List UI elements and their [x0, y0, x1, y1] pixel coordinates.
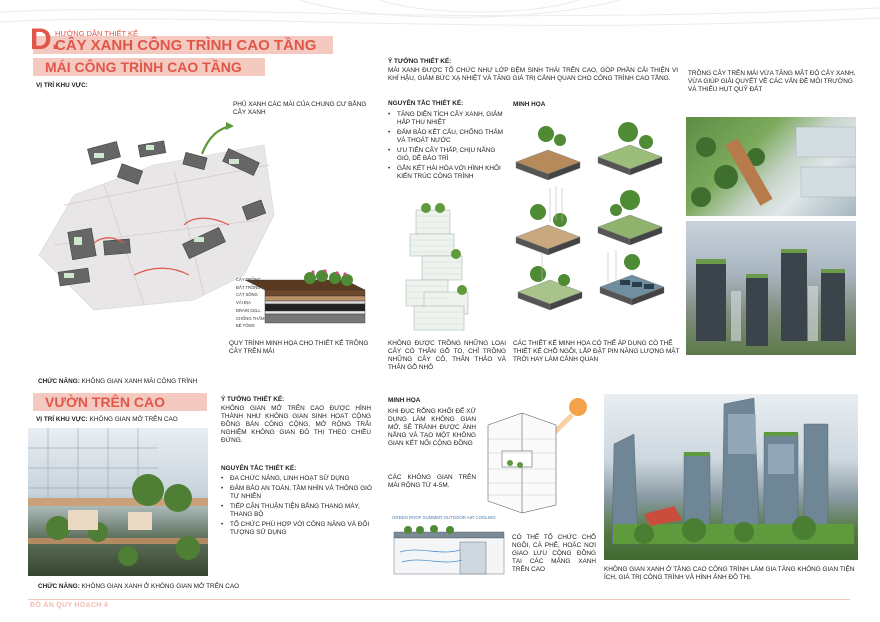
section1-title: MÁI CÔNG TRÌNH CAO TẦNG [45, 59, 242, 75]
function-label: CHỨC NĂNG: [38, 378, 80, 385]
principle-item: • ĐẢM BẢO KẾT CẤU, CHỐNG THẤM VÀ THOÁT NƯỚC [388, 129, 506, 145]
section-drawing-title: GREEN ROOF SUMMER OUTDOOR AIR COOLING [392, 515, 496, 520]
map-note: PHỦ XANH CÁC MÁI CỦA CHUNG CƯ BẰNG CÂY XANH [233, 101, 367, 116]
header-subtitle: HƯỚNG DẪN THIẾT KẾ [55, 29, 138, 38]
idea-text: MÁI XANH ĐƯỢC TỔ CHỨC NHƯ LỚP ĐỆM SINH THÁI TRÊN CAO, GÓP PHẦN CẢI THIỆN VI KHÍ HẬU, GIẢM BỨC XẠ NHIỆT VÀ TĂNG GIÁ TRỊ CẢNH QUAN CHO CÔNG TRÌNH CAO TẦNG. [388, 67, 678, 82]
header-letter: D. [30, 23, 60, 56]
layer-label: BÊ TÔNG [236, 323, 255, 329]
layer-label: VẢI ĐỊA [236, 300, 251, 306]
roof-layer-labels [236, 276, 265, 330]
principles-list [388, 111, 506, 183]
section2-function [38, 583, 239, 591]
section2-principles-label: NGUYÊN TẮC THIẾT KẾ: [221, 465, 297, 472]
principle-item: • TĂNG DIỆN TÍCH CÂY XANH, GIẢM HẤP THU NHIỆT [388, 111, 506, 127]
sky-garden-render [604, 394, 858, 560]
illus-caption: CÁC THIẾT KẾ MINH HỌA CÓ THỂ ÁP DỤNG CÓ THỂ THIẾT KẾ CHỖ NGỒI, LẮP ĐẶT PIN NĂNG LƯỢNG MẶT TRỜI HAY LÀM CẢNH QUAN [513, 340, 680, 363]
layer-label: DRAIN CELL [236, 307, 261, 313]
principle-item: • GẮN KẾT HÀI HÒA VỚI HÌNH KHỐI KIẾN TRÚC CÔNG TRÌNH [388, 165, 506, 181]
section1-location-label: VỊ TRÍ KHU VỰC: [36, 82, 88, 89]
tower-caption: KHÔNG ĐƯỢC TRỒNG NHỮNG LOẠI CÂY CÓ THÂN GỖ TO, CHỈ TRỒNG NHỮNG CÂY CỎ, THÂN THẢO VÀ THÂN GỖ NHỎ [388, 340, 506, 371]
idea-label: Ý TƯỞNG THIẾT KẾ: [388, 58, 452, 65]
sky-garden-photo [28, 428, 208, 576]
green-roof-section-drawing [390, 522, 510, 580]
section2-illus-text2: CÁC KHÔNG GIAN TRÊN MÁI RỘNG TỪ 4-5M. [388, 474, 476, 489]
section2-title: VƯỜN TRÊN CAO [45, 394, 166, 410]
principle-item: • TỔ CHỨC PHÙ HỢP VỚI CÔNG NĂNG VÀ ĐỐI TƯỢNG SỬ DỤNG [221, 521, 376, 537]
location-text: KHÔNG GIAN MỞ TRÊN CAO [89, 416, 178, 423]
footer-line [28, 599, 850, 600]
footer-text: ĐỒ ÁN QUY HOẠCH 4 [30, 602, 109, 609]
principle-item: • ĐA CHỨC NĂNG, LINH HOẠT SỬ DỤNG [221, 475, 376, 483]
rooftop-module-illustrations [508, 112, 678, 334]
page-title: CÂY XANH CÔNG TRÌNH CAO TẦNG [55, 37, 317, 54]
principle-item: • ƯU TIÊN CÂY THẤP, CHỊU NẮNG GIÓ, DỄ BẢO TRÌ [388, 147, 506, 163]
principles-label: NGUYÊN TẮC THIẾT KẾ: [388, 100, 464, 107]
section2-location [36, 416, 178, 424]
section2-idea-label: Ý TƯỞNG THIẾT KẾ: [221, 396, 285, 403]
map-arrow [198, 120, 238, 160]
right-text: TRỒNG CÂY TRÊN MÁI VỪA TĂNG MẬT ĐỘ CÂY XANH, VỪA GIÚP GIẢI QUYẾT VỀ CÁC VẤN ĐỀ MÔI TRƯỜNG VÀ THIẾU HỤT QUỸ ĐẤT [688, 70, 856, 93]
layer-label: CÁT SÔNG [236, 292, 258, 298]
section2-section-caption: CÓ THỂ TỔ CHỨC CHỖ NGỒI, CÀ PHÊ, HOẶC NƠI GIAO LƯU CỘNG ĐỒNG TẠI CÁC MẢNG XANH TRÊN CAO [512, 534, 596, 573]
layer-label: CHỐNG THẤM [236, 315, 265, 321]
render-caption: KHÔNG GIAN XANH Ở TẦNG CAO CÔNG TRÌNH LÀM GIA TĂNG KHÔNG GIAN TIỆN ÍCH, GIÁ TRỊ CÔNG TRÌNH VÀ HÌNH ẢNH ĐÔ THỊ. [604, 566, 855, 581]
function-label: CHỨC NĂNG: [38, 583, 80, 590]
section2-principles-list [221, 475, 376, 539]
sky-garden-detail [28, 428, 208, 576]
city-aerial-detail [686, 221, 856, 355]
function-text: KHÔNG GIAN XANH Ở KHÔNG GIAN MỞ TRÊN CAO [81, 583, 240, 590]
section1-function [38, 378, 197, 386]
layer-label: ĐẤT TRỒNG [236, 284, 261, 290]
layer-label: CÂY TRỒNG [236, 277, 261, 282]
layer-caption: QUY TRÌNH MINH HỌA CHO THIẾT KẾ TRỒNG CÂY TRÊN MÁI [229, 340, 369, 355]
section2-idea-text: KHÔNG GIAN MỞ TRÊN CAO ĐƯỢC HÌNH THÀNH NHƯ KHÔNG GIAN SINH HOẠT CỘNG ĐỒNG BÁN CÔNG CỘNG, MỞ RỘNG TRẢI NGHIỆM KHÔNG GIAN ĐÔ THỊ THEO CHIỀU ĐỨNG. [221, 405, 371, 444]
location-label: VỊ TRÍ KHU VỰC: [36, 416, 88, 423]
section2-illus-label: MINH HỌA [388, 397, 421, 404]
stacked-tower-illustration [396, 200, 496, 335]
green-roof-photo [686, 117, 856, 216]
green-roof-photo-detail [686, 117, 856, 216]
city-aerial-photo [686, 221, 856, 355]
principle-item: • ĐẢM BẢO AN TOÀN, TẦM NHÌN VÀ THÔNG GIÓ TỰ NHIÊN [221, 485, 376, 501]
principle-item: • TIẾP CẬN THUẬN TIỆN BẰNG THANG MÁY, THANG BỘ [221, 503, 376, 519]
carved-block-diagram [478, 395, 596, 515]
sky-garden-render-detail [604, 394, 858, 560]
function-text: KHÔNG GIAN XANH MÁI CÔNG TRÌNH [81, 378, 198, 385]
illus-label: MINH HỌA [513, 101, 546, 108]
section2-illus-text1: KHI ĐỤC RỖNG KHỐI ĐỂ XỬ DỤNG LÀM KHÔNG GIAN MỞ, SẼ TRÁNH ĐƯỢC ÁNH NẮNG VÀ TẠO MỘT KHÔNG GIAN KẾT NỐI CỘNG ĐỒNG [388, 408, 476, 447]
